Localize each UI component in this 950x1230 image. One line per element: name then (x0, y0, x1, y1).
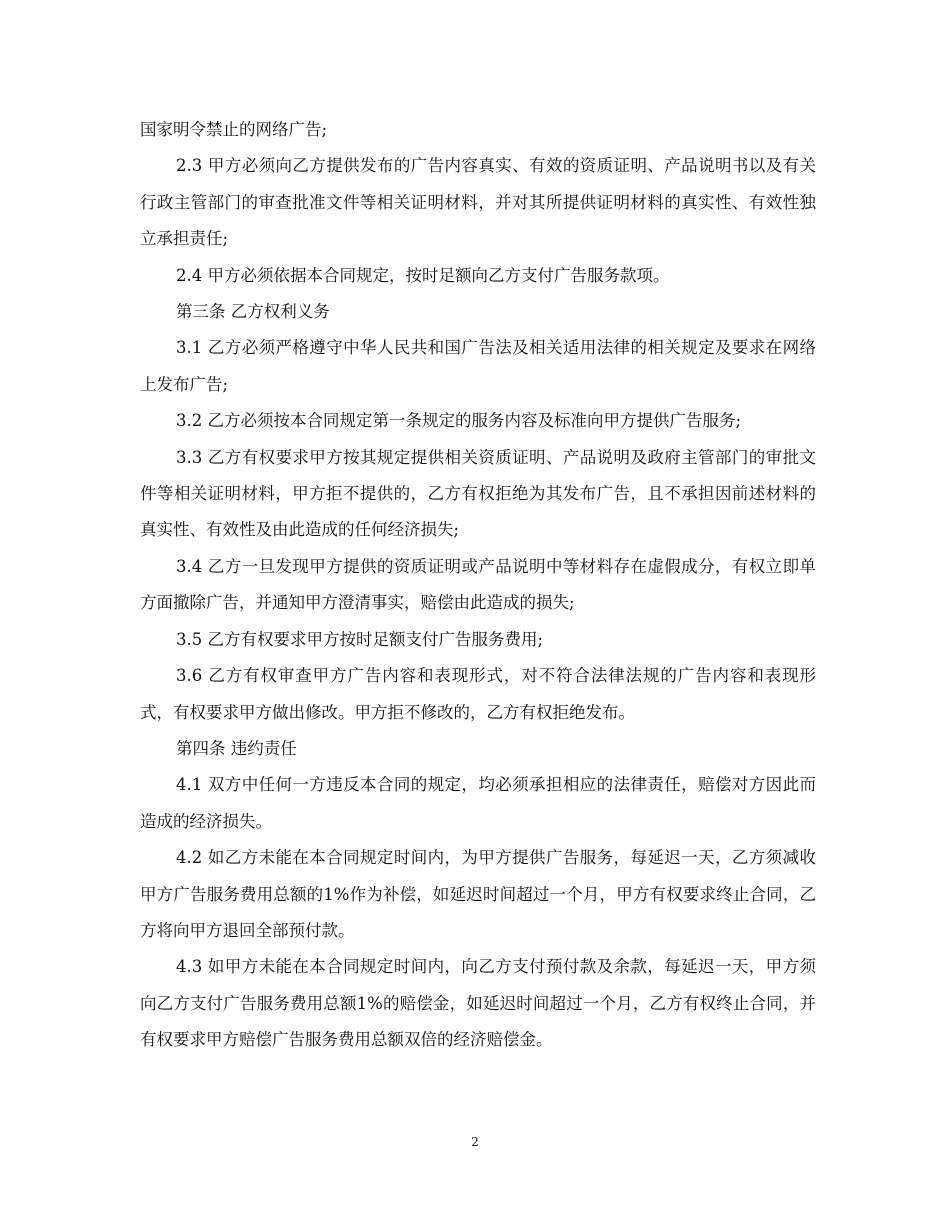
clause-4-3: 4.3 如甲方未能在本合同规定时间内，向乙方支付预付款及余款，每延迟一天，甲方须向乙方支付广告服务费用总额1%的赔偿金，如延迟时间超过一个月，乙方有权终止合同，并有权要求甲方赔偿广告服务费用总额双倍的经济赔偿金。 (140, 957, 816, 1050)
section-heading-article-4: 第四条 违约责任 (176, 738, 297, 758)
clause-3-2: 3.2 乙方必须按本合同规定第一条规定的服务内容及标准向甲方提供广告服务; (176, 411, 742, 431)
clause-2-4: 2.4 甲方必须依据本合同规定，按时足额向乙方支付广告服务款项。 (176, 265, 670, 285)
clause-4-2: 4.2 如乙方未能在本合同规定时间内，为甲方提供广告服务，每延迟一天，乙方须减收甲方广告服务费用总额的1%作为补偿，如延迟时间超过一个月，甲方有权要求终止合同，乙方将向甲方退回全部预付款。 (140, 848, 816, 940)
section-heading-article-3: 第三条 乙方权利义务 (176, 302, 330, 322)
clause-4-1: 4.1 双方中任何一方违反本合同的规定，均必须承担相应的法律责任，赔偿对方因此而造成的经济损失。 (140, 775, 816, 831)
clause-3-1: 3.1 乙方必须严格遵守中华人民共和国广告法及相关适用法律的相关规定及要求在网络上发布广告; (140, 338, 816, 394)
paragraph-continuation: 国家明令禁止的网络广告; (140, 120, 328, 139)
document-body (140, 112, 816, 1059)
page-number: 2 (471, 1135, 479, 1149)
clause-3-6: 3.6 乙方有权审查甲方广告内容和表现形式，对不符合法律法规的广告内容和表现形式，有权要求甲方做出修改。甲方拒不修改的，乙方有权拒绝发布。 (140, 666, 816, 722)
clause-2-3: 2.3 甲方必须向乙方提供发布的广告内容真实、有效的资质证明、产品说明书以及有关行政主管部门的审查批准文件等相关证明材料，并对其所提供证明材料的真实性、有效性独立承担责任; (140, 156, 816, 249)
clause-3-3: 3.3 乙方有权要求甲方按其规定提供相关资质证明、产品说明及政府主管部门的审批文件等相关证明材料，甲方拒不提供的，乙方有权拒绝为其发布广告，且不承担因前述材料的真实性、有效性及由此造成的任何经济损失; (140, 447, 816, 540)
clause-3-4: 3.4 乙方一旦发现甲方提供的资质证明或产品说明中等材料存在虚假成分，有权立即单方面撤除广告，并通知甲方澄清事实，赔偿由此造成的损失; (140, 556, 816, 613)
clause-3-5: 3.5 乙方有权要求甲方按时足额支付广告服务费用; (176, 629, 544, 649)
